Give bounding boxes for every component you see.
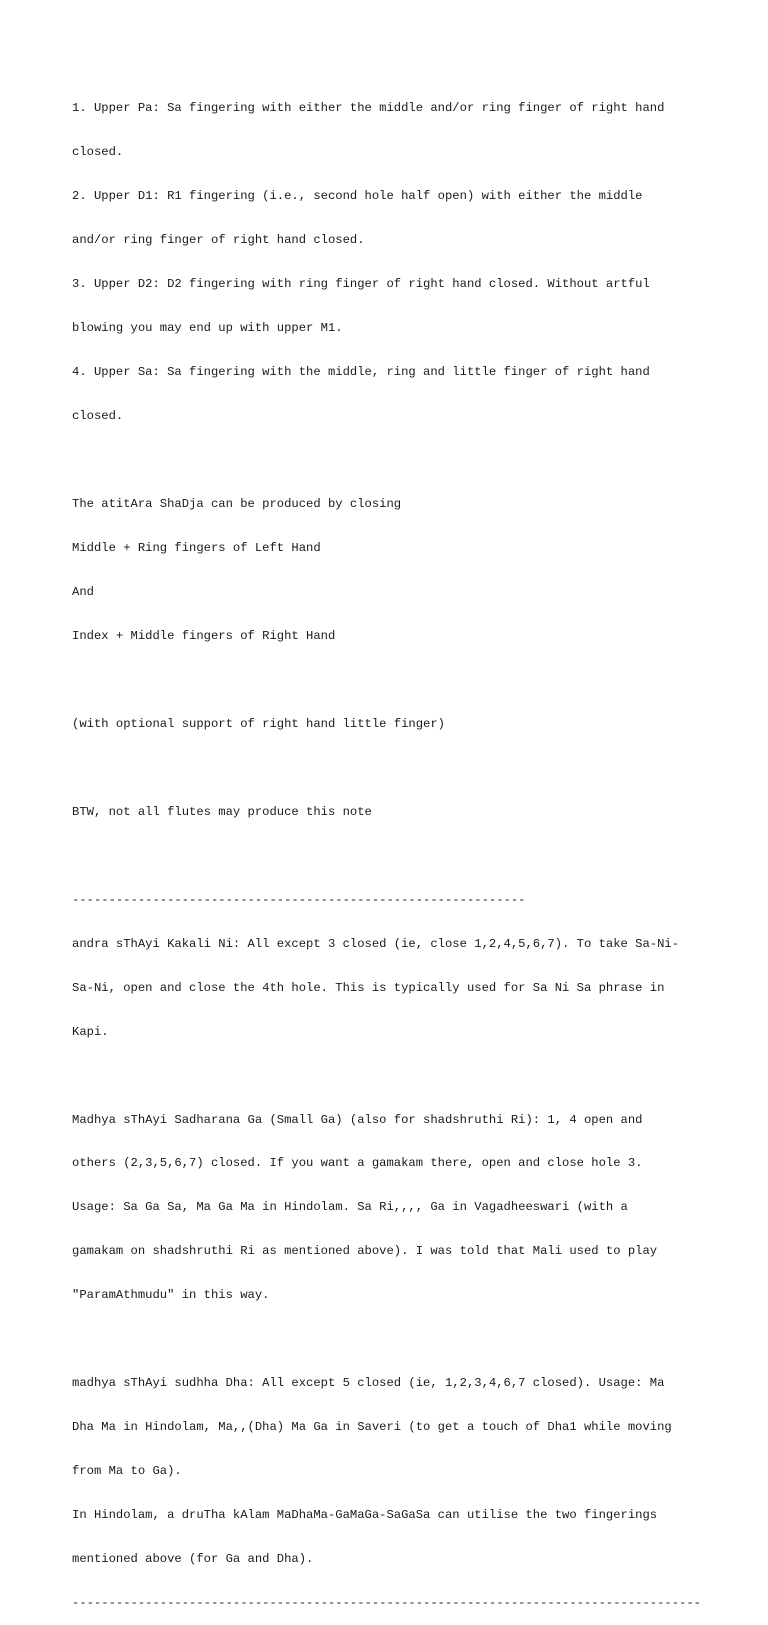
blank-line: [72, 1332, 712, 1347]
text-line: gamakam on shadshruthi Ri as mentioned above). I was told that Mali used to play: [72, 1244, 658, 1259]
text-line: 3. Upper D2: D2 fingering with ring finger of right hand closed. Without artful: [72, 277, 650, 292]
text-line: 1. Upper Pa: Sa fingering with either the middle and/or ring finger of right hand: [72, 101, 665, 116]
text-line: The atitAra ShaDja can be produced by closing: [72, 497, 402, 512]
text-line: Kapi.: [72, 1024, 109, 1039]
text-line: Madhya sThAyi Sadharana Ga (Small Ga) (also for shadshruthi Ri): 1, 4 open and: [72, 1112, 643, 1127]
blank-line: [72, 849, 712, 864]
blank-line: [72, 673, 712, 688]
text-line: And: [72, 584, 94, 599]
text-line: Index + Middle fingers of Right Hand: [72, 628, 336, 643]
text-line: Dha Ma in Hindolam, Ma,,(Dha) Ma Ga in Saveri (to get a touch of Dha1 while moving: [72, 1420, 672, 1435]
document-page: [72, 72, 712, 1625]
text-line: blowing you may end up with upper M1.: [72, 321, 343, 336]
text-line: and/or ring finger of right hand closed.: [72, 233, 365, 248]
text-line: "ParamAthmudu" in this way.: [72, 1288, 270, 1303]
blank-line: [72, 761, 712, 776]
text-line: Sa-Ni, open and close the 4th hole. This is typically used for Sa Ni Sa phrase in: [72, 980, 665, 995]
text-line: closed.: [72, 409, 124, 424]
text-line: others (2,3,5,6,7) closed. If you want a gamakam there, open and close hole 3.: [72, 1156, 643, 1171]
blank-line: [72, 453, 712, 468]
text-line: 2. Upper D1: R1 fingering (i.e., second hole half open) with either the middle: [72, 189, 643, 204]
text-line: 4. Upper Sa: Sa fingering with the middle, ring and little finger of right hand: [72, 365, 650, 380]
text-line: madhya sThAyi sudhha Dha: All except 5 closed (ie, 1,2,3,4,6,7 closed). Usage: Ma: [72, 1376, 665, 1391]
text-line: andra sThAyi Kakali Ni: All except 3 closed (ie, close 1,2,4,5,6,7). To take Sa-Ni-: [72, 936, 680, 951]
blank-line: [72, 1069, 712, 1084]
text-line: Usage: Sa Ga Sa, Ma Ga Ma in Hindolam. Sa Ri,,,, Ga in Vagadheeswari (with a: [72, 1200, 628, 1215]
text-line: mentioned above (for Ga and Dha).: [72, 1552, 314, 1567]
text-line: BTW, not all flutes may produce this note: [72, 804, 372, 819]
separator-line: --------------------------------------------------------------------------------------: [72, 1596, 701, 1611]
text-line: In Hindolam, a druTha kAlam MaDhaMa-GaMaGa-SaGaSa can utilise the two fingerings: [72, 1508, 658, 1523]
text-line: from Ma to Ga).: [72, 1464, 182, 1479]
text-line: (with optional support of right hand little finger): [72, 716, 445, 731]
separator-line: --------------------------------------------------------------: [72, 892, 526, 907]
text-line: closed.: [72, 145, 124, 160]
text-line: Middle + Ring fingers of Left Hand: [72, 540, 321, 555]
